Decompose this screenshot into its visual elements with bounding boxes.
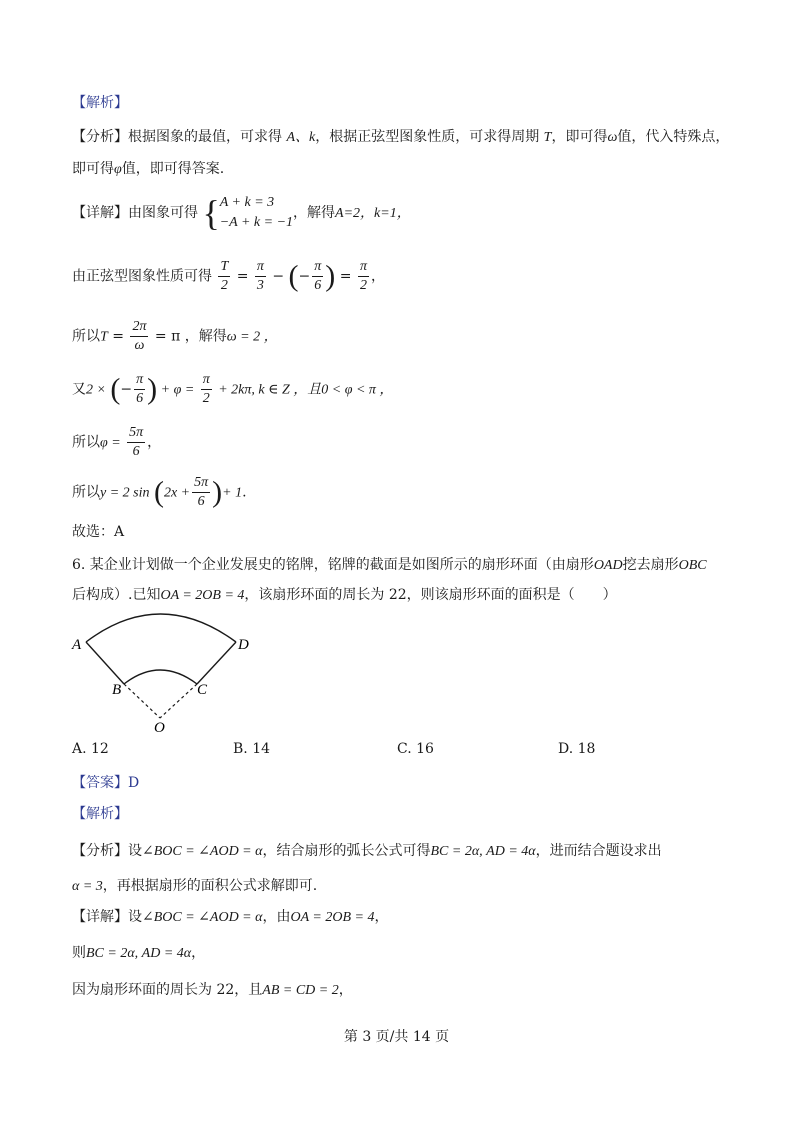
phi-line: 又2 × (− $\frac{\pi}{6}$ ) + φ = $\frac{\pi}{2}$ + 2kπ, k ∈ Z ，且0 < φ < π ， [72,372,394,406]
question-6-line-1: 6. 某企业计划做一个企业发展史的铭牌，铭牌的截面是如图所示的扇形环面（由扇形OAD挖去扇形OBC [72,557,707,573]
option-D: D. 18 [558,741,596,757]
fenxi-1-line-1: 【分析】根据图象的最值，可求得 A、k，根据正弦型图象性质，可求得周期 T，即可得ω值，代入特殊点， [72,129,730,145]
label-A: A [72,637,82,653]
daan: 【答案】D [72,775,140,791]
option-B: B. 14 [233,741,271,757]
phi-value-line: 所以φ = $\frac{5\pi}{6}$ ， [72,425,162,459]
segment-AB [86,642,124,684]
yinwei-line: 因为扇形环面的周长为 22，且AB = CD = 2， [72,982,353,998]
fenxi-2-line-2: α = 3，再根据扇形的面积公式求解即可. [72,878,318,894]
label-O: O [154,720,165,736]
T-line: 所以T = $\frac{2\pi}{\omega}$ = π ，解得ω = 2 ， [72,319,278,353]
outer-arc-AD [86,614,236,642]
answer-select: 故选：A [72,524,125,540]
y-line: 所以y = 2 sin (2x + $\frac{5\pi}{6}$ )+ 1. [72,475,247,509]
label-D: D [238,637,249,653]
ze-line: 则BC = 2α, AD = 4α， [72,945,206,961]
fenxi-1-line-2: 即可得φ值，即可得答案. [72,161,225,177]
question-6-line-2: 后构成）.已知OA = 2OB = 4，该扇形环面的周长为 22，则该扇形环面的面积是（ ） [72,587,617,603]
label-B: B [112,682,122,698]
period-line: 由正弦型图象性质可得 $\frac{T}{2}$ = $\frac{\pi}{3}$ − (− $\frac{\pi}{6}$ ) = $\frac{\pi}{2}$ ， [72,259,385,293]
dashed-CO [160,684,197,718]
xiangjie-2-line: 【详解】设∠BOC = ∠AOD = α，由OA = 2OB = 4， [72,909,389,925]
label-C: C [197,682,208,698]
option-A: A. 12 [72,741,109,757]
sector-ring-figure [66,612,266,737]
inner-arc-BC [124,670,197,684]
jiexi-heading-1: 【解析】 [72,95,128,111]
dashed-BO [124,684,160,718]
xiangjie-1-line: 【详解】由图象可得 { A + k = 3 −A + k = −1 ，解得A=2，k=1， [72,193,411,233]
equation-system: A + k = 3 −A + k = −1 [219,195,294,230]
option-C: C. 16 [397,741,434,757]
page-footer: 第 3 页/共 14 页 [343,1029,450,1045]
segment-DC [197,642,236,684]
jiexi-heading-2: 【解析】 [72,806,128,822]
fenxi-2-line-1: 【分析】设∠BOC = ∠AOD = α，结合扇形的弧长公式可得BC = 2α, AD = 4α，进而结合题设求出 [72,843,662,859]
